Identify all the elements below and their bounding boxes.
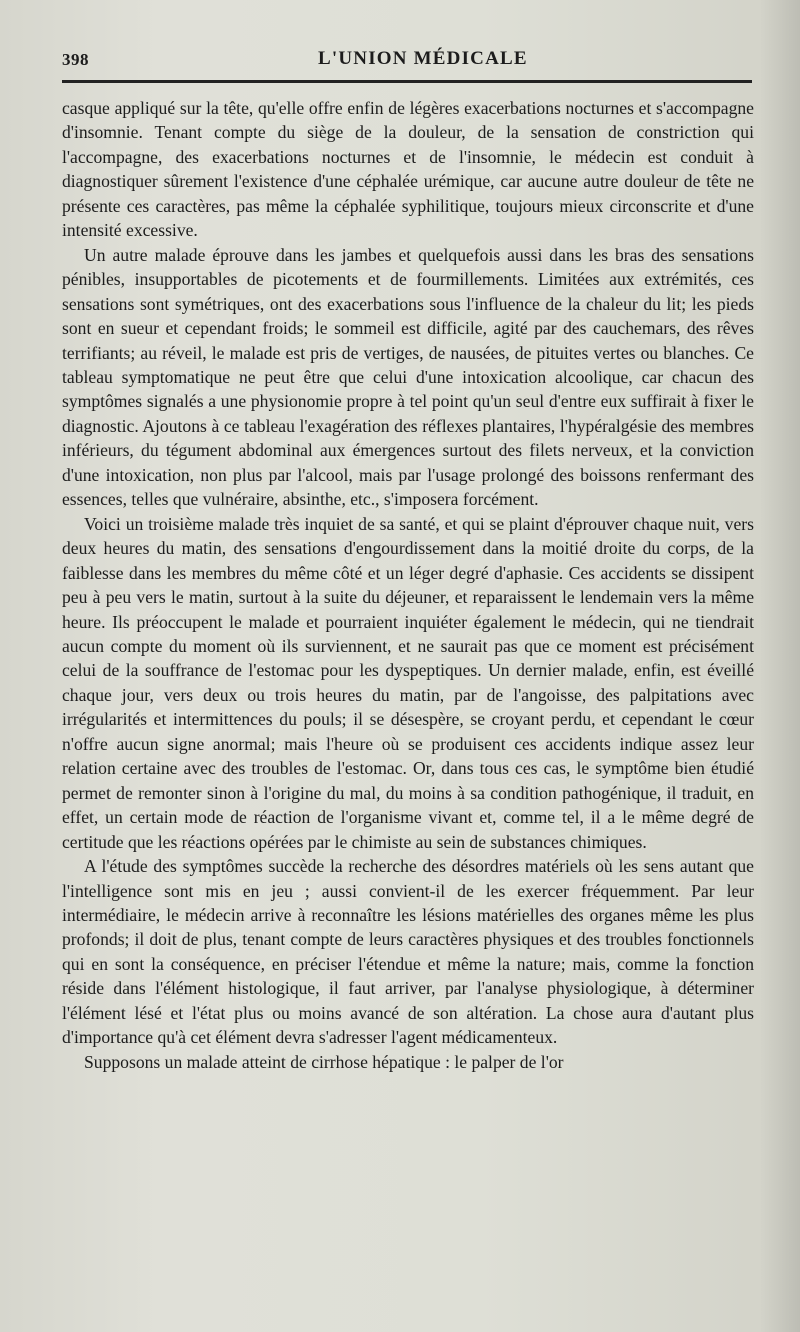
body-text	[62, 96, 754, 1074]
page-header	[62, 44, 752, 74]
paragraph-3: Voici un troisième malade très inquiet de sa santé, et qui se plaint d'éprouver chaque nuit, vers deux heures du matin, des sensations d'engourdissement dans la moitié droite du corps, de la faiblesse dans les membres du même côté et un léger degré d'aphasie. Ces accidents se dissipent peu à peu vers le matin, surtout à la suite du déjeuner, et reparaissent le lendemain vers la même heure. Ils préoccupent le malade et pourraient inquiéter également le médecin, qui ne tiendrait aucun compte du moment où ils surviennent, et ne saurait pas que ce moment est précisément celui de la souffrance de l'estomac pour les dyspeptiques. Un dernier malade, enfin, est éveillé chaque jour, vers deux ou trois heures du matin, par de l'angoisse, des palpitations avec irrégularités et intermittences du pouls; il se désespère, se croyant perdu, et cependant le cœur n'offre aucun signe anormal; mais l'heure où se produisent ces accidents indique assez leur relation certaine avec des troubles de l'estomac. Or, dans tous ces cas, le symptôme bien étudié permet de remonter sinon à l'origine du mal, du moins à sa condition pathogénique, il traduit, en effet, un certain mode de réaction de l'organisme vivant et, comme tel, il a le même degré de certitude que les réactions opérées par le chimiste au sein de substances chimiques.	[62, 513, 754, 852]
binding-shadow	[760, 0, 800, 1332]
running-title: L'UNION MÉDICALE	[318, 48, 528, 69]
header-rule	[62, 80, 752, 83]
paragraph-5: Supposons un malade atteint de cirrhose hépatique : le palper de l'or	[84, 1051, 564, 1072]
paragraph-1: casque appliqué sur la tête, qu'elle offre enfin de légères exacerbations nocturnes et s'accompagne d'insomnie. Tenant compte du siège de la douleur, de la sensation de constriction qui l'accompagne, des exacerbations nocturnes et de l'insomnie, le médecin est conduit à diagnostiquer sûrement l'existence d'une céphalée urémique, car aucune autre douleur de tête ne présente ces caractères, pas même la céphalée syphilitique, toujours mieux circonscrite et d'une intensité excessive.	[62, 98, 754, 241]
paragraph-4: A l'étude des symptômes succède la recherche des désordres matériels où les sens autant que l'intelligence sont mis en jeu ; aussi convient-il de les exercer fréquemment. Par leur intermédiaire, le médecin arrive à reconnaître les lésions matérielles des organes même les plus profonds; il doit de plus, tenant compte de leurs caractères physiques et des troubles fonctionnels qui en sont la conséquence, en préciser l'étendue et même la nature; mais, comme la fonction réside dans l'élément histologique, il faut arriver, par l'analyse physiologique, à déterminer l'élément lésé et l'état plus ou moins avancé de son altération. La chose aura d'autant plus d'importance qu'à cet élément devra s'adresser l'agent médicamenteux.	[62, 856, 754, 1048]
page-number: 398	[62, 50, 89, 69]
paragraph-2: Un autre malade éprouve dans les jambes et quelquefois aussi dans les bras des sensations pénibles, insupportables de picotements et de fourmillements. Limitées aux extrémités, ces sensations sont symétriques, ont des exacerbations sous l'influence de la chaleur du lit; les pieds sont en sueur et cependant froids; le sommeil est difficile, agité par des cauchemars, des rêves terrifiants; au réveil, le malade est pris de vertiges, de nausées, de pituites vertes ou blanches. Ce tableau symptomatique ne peut être que celui d'une intoxication alcoolique, car chacun des symptômes signalés a une physionomie propre à tel point qu'un seul d'entre eux suffirait à fixer le diagnostic. Ajoutons à ce tableau l'exagération des réflexes plantaires, l'hypéralgésie des membres inférieurs, du tégument abdominal aux émergences surtout des filets nerveux, et la conviction d'une intoxication, non plus par l'alcool, mais par l'usage prolongé des boissons renfermant des essences, telles que vulnéraire, absinthe, etc., s'imposera forcément.	[62, 244, 754, 510]
